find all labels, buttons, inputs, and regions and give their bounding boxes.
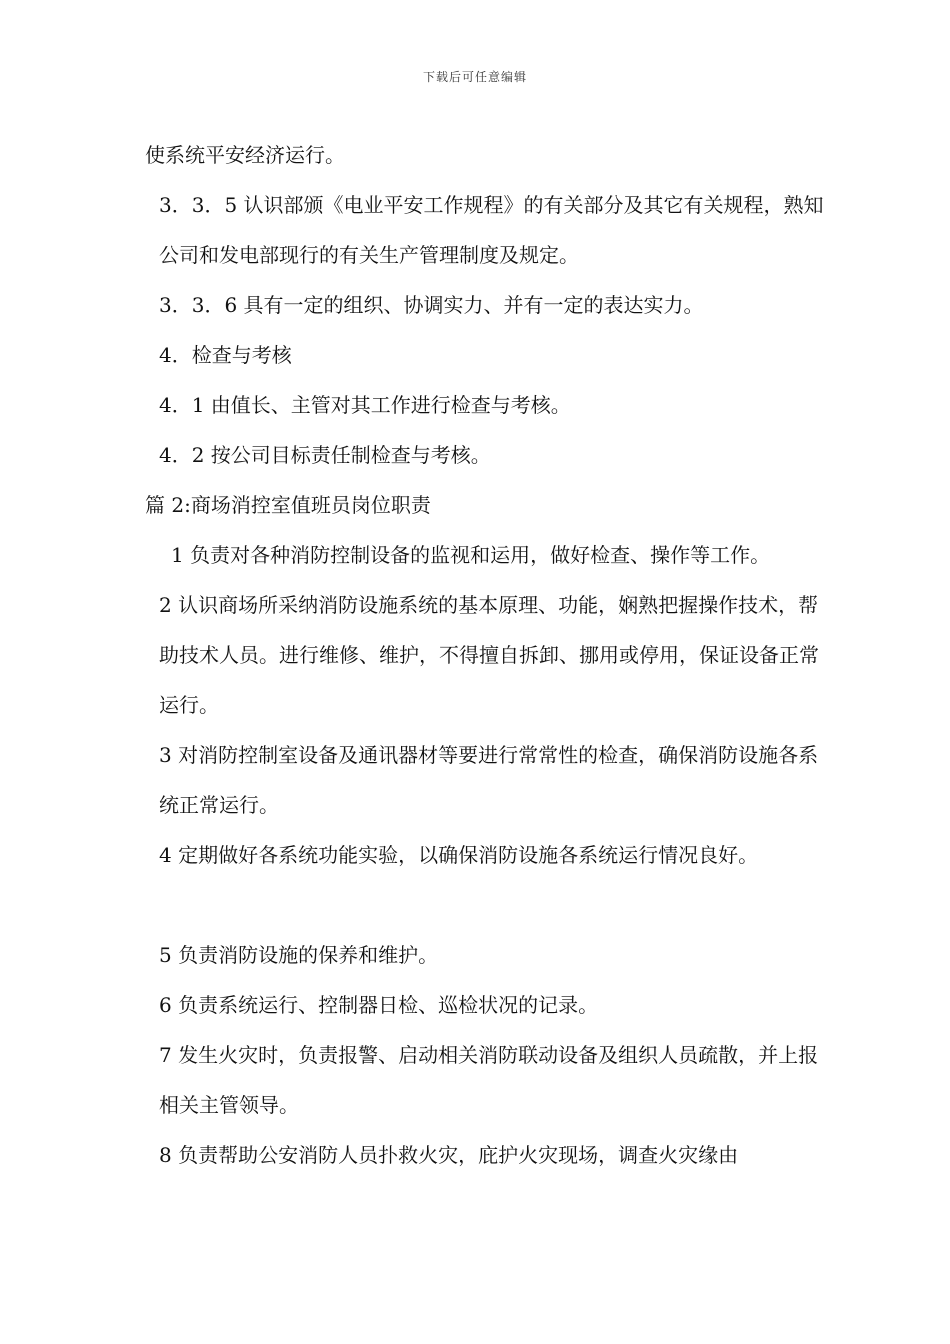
- paragraph: 5 负责消防设施的保养和维护。: [159, 943, 439, 967]
- paragraph: 3．3．5 认识部颁《电业平安工作规程》的有关部分及其它有关规程，熟知公司和发电部现行的有关生产管理制度及规定。: [159, 193, 824, 267]
- document-body: [145, 130, 825, 1180]
- article-title: 篇 2:商场消控室值班员岗位职责: [145, 493, 431, 517]
- paragraph: 2 认识商场所采纳消防设施系统的基本原理、功能，娴熟把握操作技术，帮助技术人员。进行维修、维护，不得擅自拆卸、挪用或停用，保证设备正常运行。: [159, 593, 819, 717]
- paragraph: 4．1 由值长、主管对其工作进行检查与考核。: [159, 393, 571, 417]
- paragraph: 4 定期做好各系统功能实验，以确保消防设施各系统运行情况良好。: [159, 843, 759, 867]
- paragraph: 3 对消防控制室设备及通讯器材等要进行常常性的检查，确保消防设施各系统正常运行。: [159, 743, 819, 817]
- page-header: 下载后可任意编辑: [422, 70, 527, 84]
- paragraph: 使系统平安经济运行。: [145, 143, 345, 167]
- paragraph: 6 负责系统运行、控制器日检、巡检状况的记录。: [159, 993, 599, 1017]
- paragraph: 7 发生火灾时，负责报警、启动相关消防联动设备及组织人员疏散，并上报相关主管领导。: [159, 1043, 819, 1117]
- section-heading: 4．检查与考核: [159, 343, 292, 367]
- paragraph: 1 负责对各种消防控制设备的监视和运用，做好检查、操作等工作。: [171, 543, 771, 567]
- paragraph: 4．2 按公司目标责任制检查与考核。: [159, 443, 491, 467]
- spacer: [145, 880, 825, 930]
- paragraph: 3．3．6 具有一定的组织、协调实力、并有一定的表达实力。: [159, 293, 704, 317]
- paragraph: 8 负责帮助公安消防人员扑救火灾，庇护火灾现场，调查火灾缘由: [159, 1143, 739, 1167]
